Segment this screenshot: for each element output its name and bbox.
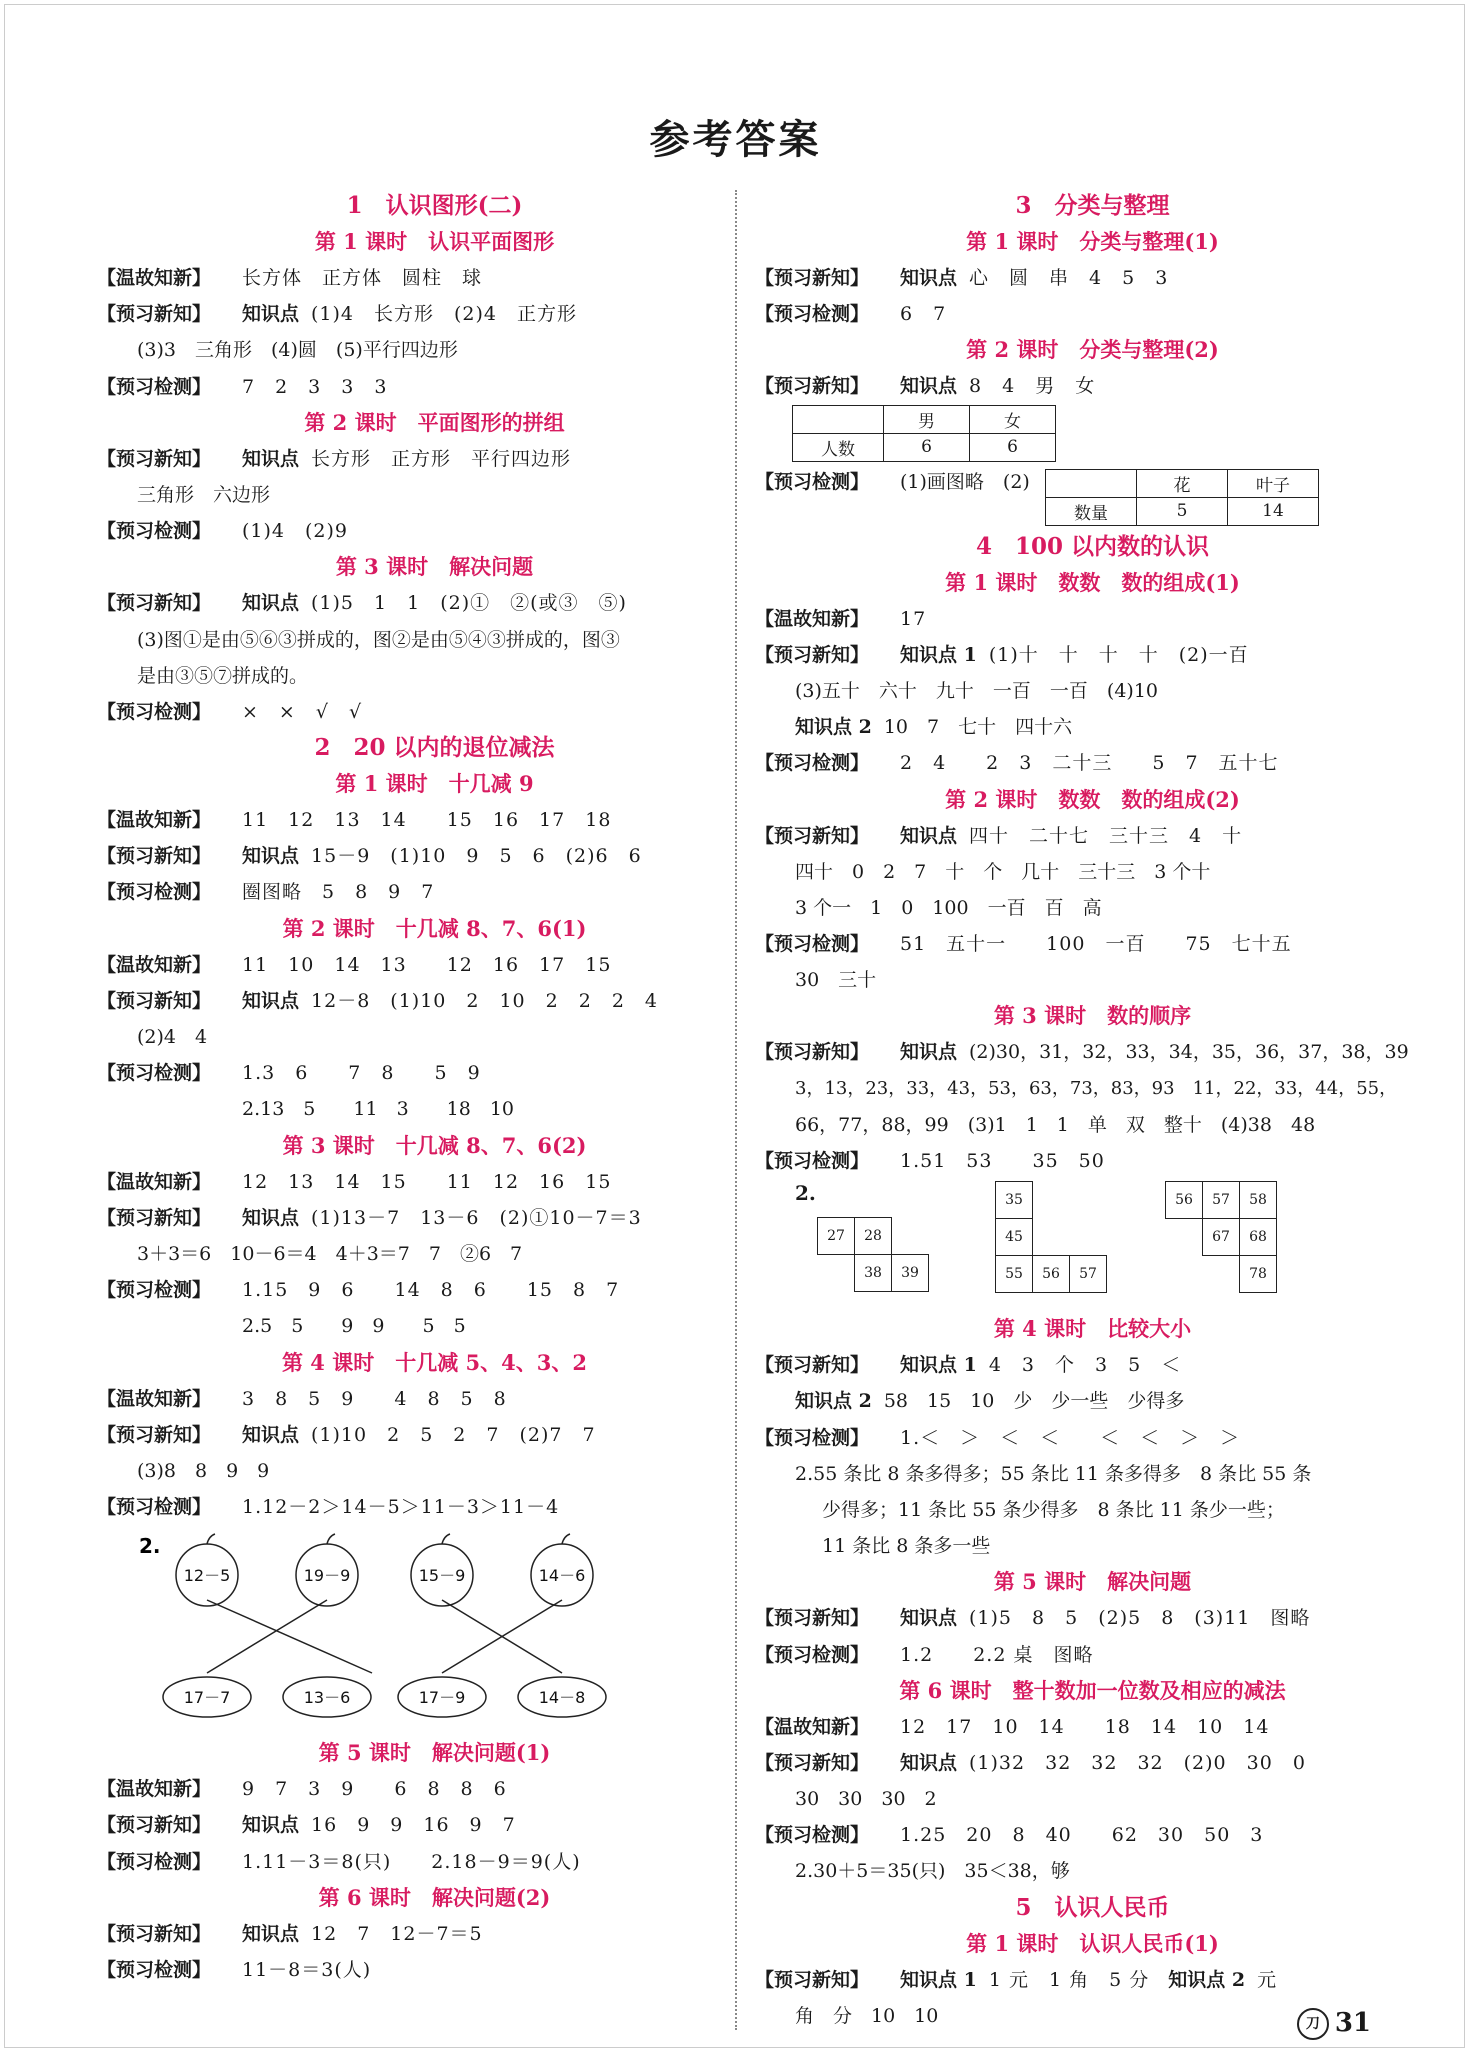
answer-line: 【预习检测】 圈图略 5 8 9 7	[97, 881, 435, 904]
answer-line: 【预习新知】 知识点 1 1 元 1 角 5 分 知识点 2 元	[755, 1968, 1277, 1991]
lesson-heading: 第 1 课时 数数 数的组成(1)	[945, 569, 1240, 595]
apple-label: 12－5	[183, 1566, 231, 1586]
answer-line: 【预习新知】 知识点 15－9 (1)10 9 5 6 (2)6 6	[97, 845, 642, 868]
answer-line: 【预习新知】 知识点 16 9 9 16 9 7	[97, 1814, 516, 1837]
answer-line: 【温故知新】 11 10 14 13 12 16 17 15	[97, 953, 612, 976]
number-grid: 56 57 58 67 68 78	[1165, 1181, 1277, 1293]
answer-line: 【预习检测】 1.2 2.2 桌 图略	[755, 1643, 1094, 1666]
answer-line: (2)4 4	[137, 1026, 208, 1048]
lesson-heading: 第 3 课时 解决问题	[335, 554, 534, 580]
apple-label: 14－6	[538, 1566, 586, 1586]
answer-line: 【预习检测】 11－8＝3(人)	[97, 1959, 372, 1981]
answer-line: 【预习新知】 知识点 12－8 (1)10 2 10 2 2 2 4	[97, 989, 658, 1012]
table-wrap	[755, 405, 1430, 467]
match-line	[207, 1600, 372, 1673]
answer-line: 【预习检测】 1.51 53 35 50	[755, 1150, 1105, 1172]
apple-matching-figure	[97, 1525, 772, 1735]
answer-line: 【预习检测】 1.12－2＞14－5＞11－3＞11－4	[97, 1496, 560, 1519]
lesson-heading: 第 5 课时 解决问题	[993, 1569, 1192, 1595]
plate-label: 17－7	[183, 1688, 231, 1708]
answer-line: 【预习新知】 知识点 (1)4 长方形 (2)4 正方形	[97, 303, 578, 326]
unit-heading: 5 认识人民币	[1015, 1893, 1170, 1921]
page-number: 刀 31	[1297, 2008, 1371, 2040]
answer-line: 11 条比 8 条多一些	[822, 1535, 991, 1558]
answer-line: 【预习新知】 知识点 12 7 12－7＝5	[97, 1922, 483, 1945]
answer-line: 【预习检测】 1.＜ ＞ ＜ ＜ ＜ ＜ ＞ ＞	[755, 1426, 1241, 1449]
answer-line: 【温故知新】 9 7 3 9 6 8 8 6	[97, 1778, 507, 1801]
answer-line: 2.30＋5＝35(只) 35＜38，够	[795, 1860, 1070, 1883]
unit-heading: 4 100 以内数的认识	[975, 532, 1210, 560]
answer-line: 【温故知新】 12 17 10 14 18 14 10 14	[755, 1715, 1270, 1738]
number-grid: 35 45 55 56 57	[995, 1181, 1107, 1293]
answer-line: 三角形 六边形	[137, 483, 271, 506]
answer-line: 66，77，88，99 (3)1 1 1 单 双 整十 (4)38 48	[795, 1113, 1316, 1136]
lesson-heading: 第 4 课时 十几减 5、4、3、2	[282, 1349, 587, 1375]
number-grid: 27 28 38 39	[817, 1217, 929, 1292]
answer-line: 少得多；11 条比 55 条少得多 8 条比 11 条少一些；	[822, 1498, 1285, 1521]
answer-line: 是由③⑤⑦拼成的。	[137, 664, 309, 687]
match-line	[207, 1600, 327, 1673]
answer-line: 【预习新知】 知识点 (1)10 2 5 2 7 (2)7 7	[97, 1423, 596, 1446]
answer-line: 30 三十	[795, 969, 877, 992]
answer-line: 2.13 5 11 3 18 10	[242, 1098, 515, 1121]
answer-line: 【预习检测】 51 五十一 100 一百 75 七十五	[755, 933, 1292, 956]
lesson-heading: 第 1 课时 认识平面图形	[314, 229, 555, 254]
answer-line: 3＋3＝6 10－6＝4 4＋3＝7 7 ②6 7	[137, 1242, 523, 1265]
answer-line: 知识点 2 10 7 七十 四十六	[795, 716, 1073, 739]
answer-line: 角 分 10 10	[795, 2004, 939, 2027]
question-number: 2.	[139, 1534, 161, 1559]
answer-line: 四十 0 2 7 十 个 几十 三十三 3 个十	[795, 860, 1211, 883]
answer-line: (3)3 三角形 (4)圆 (5)平行四边形	[137, 339, 458, 362]
lesson-heading: 第 6 课时 整十数加一位数及相应的减法	[899, 1677, 1286, 1703]
answer-line: 【温故知新】 17	[755, 607, 927, 630]
lesson-heading: 第 5 课时 解决问题(1)	[318, 1740, 551, 1766]
answer-line: 2.5 5 9 9 5 5	[242, 1315, 466, 1338]
number-grid-figure	[755, 1179, 1430, 1311]
answer-line: 【预习新知】 知识点 四十 二十七 三十三 4 十	[755, 824, 1243, 847]
lesson-heading: 第 2 课时 分类与整理(2)	[966, 337, 1219, 363]
answer-line: 【预习新知】 知识点 1 (1)十 十 十 十 (2)一百	[755, 643, 1249, 666]
answer-line: 【预习检测】 6 7	[755, 303, 947, 326]
answer-line: 【温故知新】 长方体 正方体 圆柱 球	[97, 267, 483, 289]
answer-line: 【预习新知】 知识点 (1)5 1 1 (2)① ②(或③ ⑤)	[97, 592, 627, 615]
lesson-heading: 第 6 课时 解决问题(2)	[318, 1884, 551, 1910]
book-badge-icon: 刀	[1297, 2008, 1329, 2040]
answer-line: (3)8 8 9 9	[137, 1459, 270, 1482]
answer-line: 2.55 条比 8 条多得多；55 条比 11 条多得多 8 条比 55 条	[795, 1462, 1312, 1485]
left-column	[97, 188, 772, 1988]
apple-plate-diagram	[97, 1525, 772, 1735]
lesson-heading: 第 1 课时 十几减 9	[335, 771, 534, 797]
answer-line: 【预习检测】 (1)4 (2)9	[97, 520, 349, 543]
lesson-heading: 第 1 课时 认识人民币(1)	[966, 1930, 1219, 1956]
answer-line: 【预习新知】 知识点 心 圆 串 4 5 3	[755, 267, 1169, 289]
answer-line: 知识点 2 58 15 10 少 少一些 少得多	[795, 1390, 1185, 1413]
answer-line: 30 30 30 2	[795, 1788, 937, 1811]
lesson-heading: 第 1 课时 分类与整理(1)	[966, 229, 1219, 254]
gender-table: 男 女 人数 6 6	[792, 405, 1056, 462]
apple-label: 19－9	[303, 1566, 351, 1586]
lesson-heading: 第 2 课时 数数 数的组成(2)	[945, 786, 1240, 812]
answer-line: 3，13，23，33，43，53，63，73，83，93 11，22，33，44，55，	[795, 1077, 1398, 1099]
right-column	[755, 188, 1430, 2034]
answer-line: 【预习检测】 1.15 9 6 14 8 6 15 8 7	[97, 1279, 620, 1302]
answer-line: 【预习新知】 知识点 8 4 男 女	[755, 375, 1096, 398]
answer-line: 【预习新知】 知识点 (2)30，31，32，33，34，35，36，37，38，39	[755, 1041, 1409, 1064]
lesson-heading: 第 4 课时 比较大小	[993, 1316, 1192, 1342]
apple-stem	[207, 1534, 570, 1544]
answer-line: 【预习新知】 知识点 1 4 3 个 3 5 ＜	[755, 1354, 1182, 1377]
page-title: 参考答案	[649, 116, 822, 163]
answer-line: 【预习检测】 (1)画图略 (2) 花 叶子 数量 5 14	[755, 467, 1430, 529]
answer-line: 3 个一 1 0 100 一百 百 高	[795, 896, 1102, 919]
apple-label: 15－9	[418, 1566, 466, 1586]
answer-line: 【预习新知】 知识点 (1)5 8 5 (2)5 8 (3)11 图略	[755, 1607, 1311, 1630]
lesson-heading: 第 2 课时 平面图形的拼组	[304, 409, 565, 435]
answer-line: 【预习检测】 1.25 20 8 40 62 30 50 3	[755, 1824, 1264, 1847]
answer-line: 【温故知新】 12 13 14 15 11 12 16 15	[97, 1170, 612, 1193]
answer-line: 【预习检测】 1.11－3＝8(只) 2.18－9＝9(人)	[97, 1850, 581, 1873]
answer-line: (3)图①是由⑤⑥③拼成的，图②是由⑤④③拼成的，图③	[137, 628, 620, 651]
answer-line: 【预习新知】 知识点 长方形 正方形 平行四边形	[97, 447, 572, 470]
unit-heading: 2 20 以内的退位减法	[314, 734, 555, 762]
lesson-heading: 第 3 课时 数的顺序	[993, 1003, 1192, 1029]
answer-line: 【预习检测】 7 2 3 3 3	[97, 375, 388, 398]
answer-line: 【温故知新】 3 8 5 9 4 8 5 8	[97, 1387, 507, 1410]
answer-line: 【预习检测】 1.3 6 7 8 5 9	[97, 1062, 481, 1085]
lesson-heading: 第 2 课时 十几减 8、7、6(1)	[282, 915, 587, 941]
plate-label: 13－6	[303, 1688, 351, 1708]
answer-line: 【预习新知】 知识点 (1)13－7 13－6 (2)①10－7＝3	[97, 1206, 642, 1229]
answer-line: 【预习检测】 × × √ √	[97, 700, 363, 723]
plate-label: 17－9	[418, 1688, 466, 1708]
answer-line: (3)五十 六十 九十 一百 一百 (4)10	[795, 679, 1159, 702]
answer-line: 【温故知新】 11 12 13 14 15 16 17 18	[97, 809, 612, 832]
answer-line: 【预习检测】 2 4 2 3 二十三 5 7 五十七	[755, 752, 1279, 775]
plate-label: 14－8	[538, 1688, 586, 1708]
unit-heading: 1 认识图形(二)	[346, 192, 523, 219]
lesson-heading: 第 3 课时 十几减 8、7、6(2)	[282, 1132, 587, 1158]
answer-line: 【预习新知】 知识点 (1)32 32 32 32 (2)0 30 0	[755, 1751, 1306, 1774]
unit-heading: 3 分类与整理	[1015, 192, 1170, 219]
question-number: 2.	[795, 1181, 816, 1206]
flower-leaf-table: 花 叶子 数量 5 14	[1045, 469, 1319, 526]
